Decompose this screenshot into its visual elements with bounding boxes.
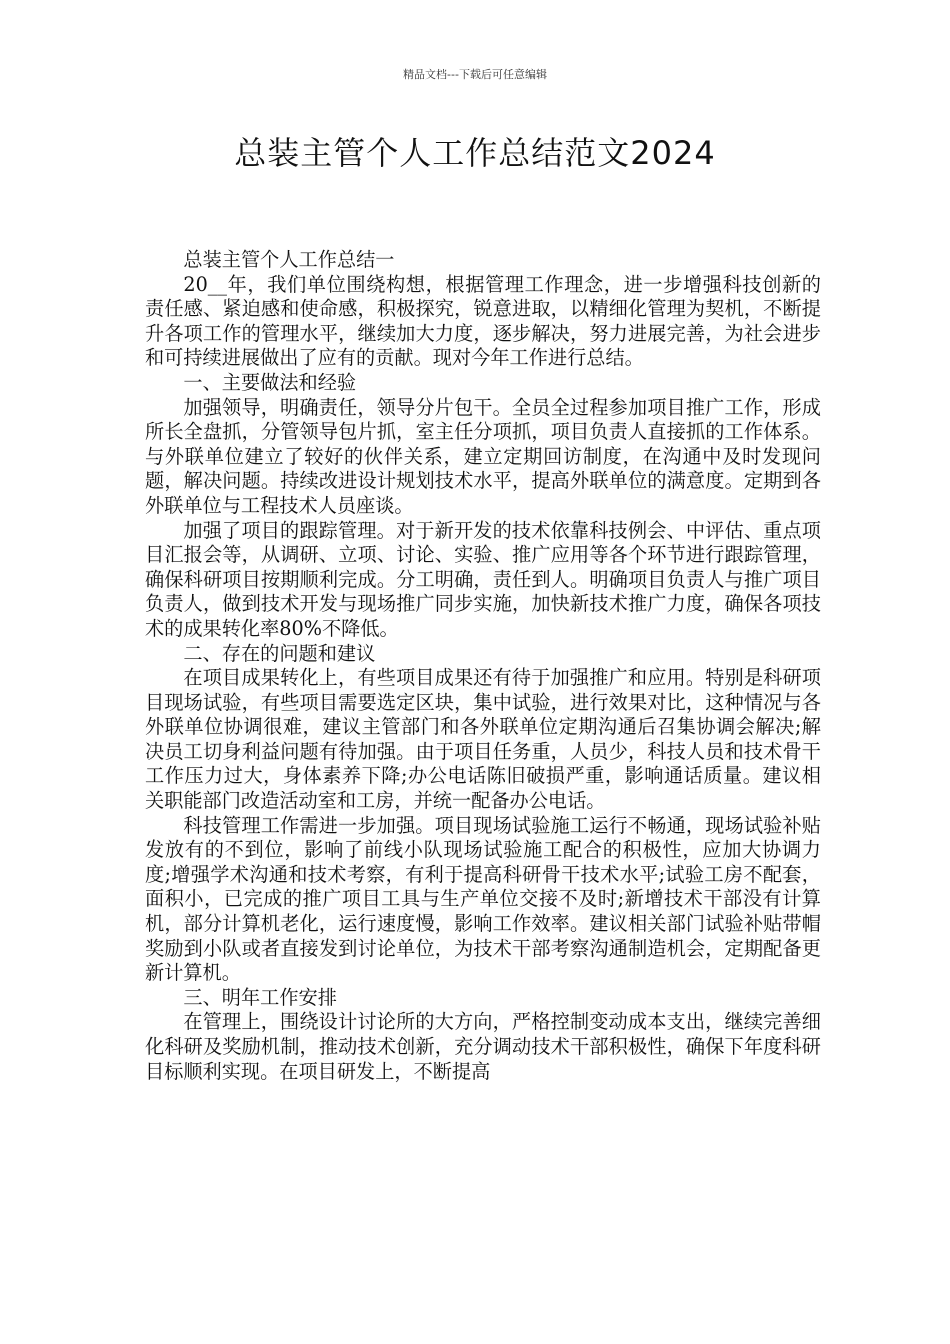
body-paragraph: 20__年，我们单位围绕构想，根据管理工作理念，进一步增强科技创新的责任感、紧迫感和使命感，积极探究，锐意进取，以精细化管理为契机，不断提升各项工作的管理水平，继续加大力度，逐步解决，努力进展完善，为社会进步和可持续进展做出了应有的贡献。现对今年工作进行总结。 [145,272,821,370]
page-header-note: 精品文档---下载后可任意编辑 [403,68,547,81]
body-paragraph: 加强领导，明确责任，领导分片包干。全员全过程参加项目推广工作，形成所长全盘抓，分管领导包片抓，室主任分项抓，项目负责人直接抓的工作体系。与外联单位建立了较好的伙伴关系，建立定期回访制度，在沟通中及时发现问题，解决问题。持续改进设计规划技术水平，提高外联单位的满意度。定期到各外联单位与工程技术人员座谈。 [145,395,821,517]
section-heading: 二、存在的问题和建议 [183,641,376,665]
body-paragraph: 科技管理工作需进一步加强。项目现场试验施工运行不畅通，现场试验补贴发放有的不到位，影响了前线小队现场试验施工配合的积极性，应加大协调力度;增强学术沟通和技术考察，有利于提高科研骨干技术水平;试验工房不配套，面积小，已完成的推广项目工具与生产单位交接不及时;新增技术干部没有计算机，部分计算机老化，运行速度慢，影响工作效率。建议相关部门试验补贴带帽奖励到小队或者直接发到讨论单位，为技术干部考察沟通制造机会，定期配备更新计算机。 [145,813,821,985]
document-title: 总装主管个人工作总结范文2024 [234,134,716,172]
section-heading: 总装主管个人工作总结一 [183,248,395,271]
section-heading: 三、明年工作安排 [183,985,337,1009]
body-paragraph: 在项目成果转化上，有些项目成果还有待于加强推广和应用。特别是科研项目现场试验，有些项目需要选定区块，集中试验，进行效果对比，这种情况与各外联单位协调很难，建议主管部门和各外联单位定期沟通后召集协调会解决;解决员工切身利益问题有待加强。由于项目任务重，人员少，科技人员和技术骨干工作压力过大，身体素养下降;办公电话陈旧破损严重，影响通话质量。建议相关职能部门改造活动室和工房，并统一配备办公电话。 [145,666,821,813]
body-paragraph: 在管理上，围绕设计讨论所的大方向，严格控制变动成本支出，继续完善细化科研及奖励机制，推动技术创新，充分调动技术干部积极性，确保下年度科研目标顺利实现。在项目研发上，不断提高 [145,1010,821,1083]
document-body [145,248,821,1084]
section-heading: 一、主要做法和经验 [183,370,357,394]
body-paragraph: 加强了项目的跟踪管理。对于新开发的技术依靠科技例会、中评估、重点项目汇报会等，从调研、立项、讨论、实验、推广应用等各个环节进行跟踪管理，确保科研项目按期顺利完成。分工明确，责任到人。明确项目负责人与推广项目负责人，做到技术开发与现场推广同步实施，加快新技术推广力度，确保各项技术的成果转化率80%不降低。 [145,518,821,640]
